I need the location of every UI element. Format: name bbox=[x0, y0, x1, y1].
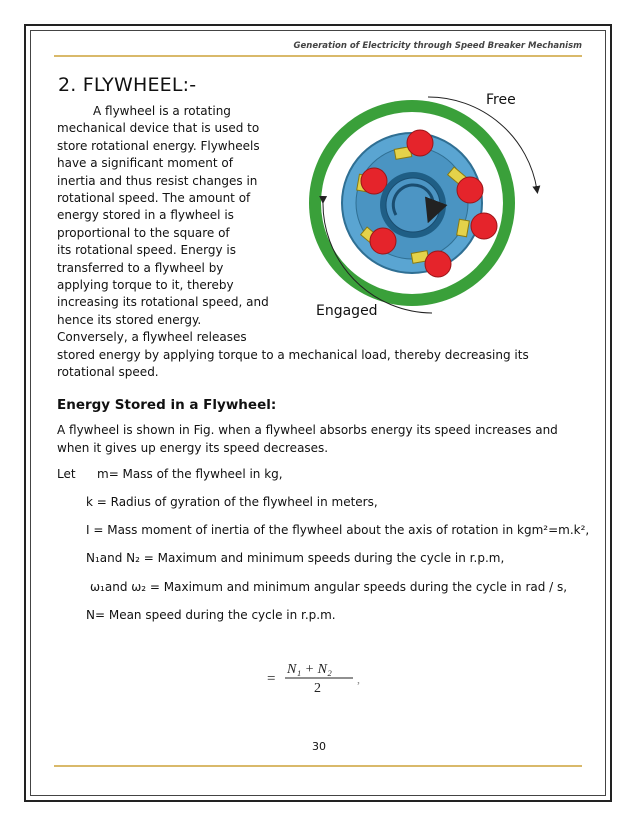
label-engaged: Engaged bbox=[316, 303, 378, 319]
energy-paragraph: A flywheel is shown in Fig. when a flywheel absorbs energy its speed increases and when it gives up energy its speed decreases. bbox=[57, 423, 558, 455]
formula-denominator: 2 bbox=[314, 681, 321, 695]
formula-trail: , bbox=[357, 672, 360, 686]
page-number: 30 bbox=[312, 740, 326, 753]
definition-line: ω₁and ω₂ = Maximum and minimum angular speeds during the cycle in rad / s, bbox=[90, 580, 568, 594]
intro-line: store rotational energy. Flywheels bbox=[57, 138, 260, 153]
section-title: 2. FLYWHEEL:- bbox=[58, 74, 197, 96]
intro-paragraph bbox=[57, 103, 289, 347]
intro-line: have a significant moment of bbox=[57, 156, 233, 171]
running-header: Generation of Electricity through Speed Breaker Mechanism bbox=[293, 41, 582, 51]
definition-line: N= Mean speed during the cycle in r.p.m. bbox=[86, 608, 336, 622]
intro-line: Conversely, a flywheel releases bbox=[57, 330, 247, 345]
footer-rule bbox=[54, 765, 582, 767]
let-label: Let bbox=[57, 467, 76, 481]
intro-continuation: stored energy by applying torque to a mechanical load, thereby decreasing its rotational speed. bbox=[57, 348, 529, 380]
formula-equals: = bbox=[267, 671, 276, 687]
formula-numerator: N₁ + N₂ bbox=[287, 662, 332, 677]
header-rule bbox=[54, 55, 582, 57]
intro-line: hence its stored energy. bbox=[57, 312, 202, 327]
intro-line: its rotational speed. Energy is bbox=[57, 243, 236, 258]
intro-line: applying torque to it, thereby bbox=[57, 278, 234, 293]
energy-subheading: Energy Stored in a Flywheel: bbox=[57, 397, 277, 413]
intro-line: transferred to a flywheel by bbox=[57, 260, 224, 275]
definition-line: N₁and N₂ = Maximum and minimum speeds during the cycle in r.p.m, bbox=[86, 551, 505, 565]
intro-line: rotational speed. The amount of bbox=[57, 191, 251, 206]
definition-line: I = Mass moment of inertia of the flywheel about the axis of rotation in kgm²=m.k², bbox=[86, 523, 590, 537]
intro-line: inertia and thus resist changes in bbox=[57, 173, 258, 188]
definition-line: k = Radius of gyration of the flywheel in meters, bbox=[86, 495, 378, 509]
intro-line: energy stored in a flywheel is bbox=[57, 208, 234, 223]
intro-line: proportional to the square of bbox=[57, 225, 230, 240]
label-free: Free bbox=[486, 92, 516, 108]
intro-line: A flywheel is a rotating bbox=[93, 104, 231, 118]
definition-line: m= Mass of the flywheel in kg, bbox=[97, 467, 283, 481]
intro-line: mechanical device that is used to bbox=[57, 121, 260, 136]
flywheel-diagram bbox=[300, 85, 570, 335]
mean-speed-formula bbox=[267, 659, 387, 695]
intro-line: increasing its rotational speed, and bbox=[57, 295, 269, 310]
